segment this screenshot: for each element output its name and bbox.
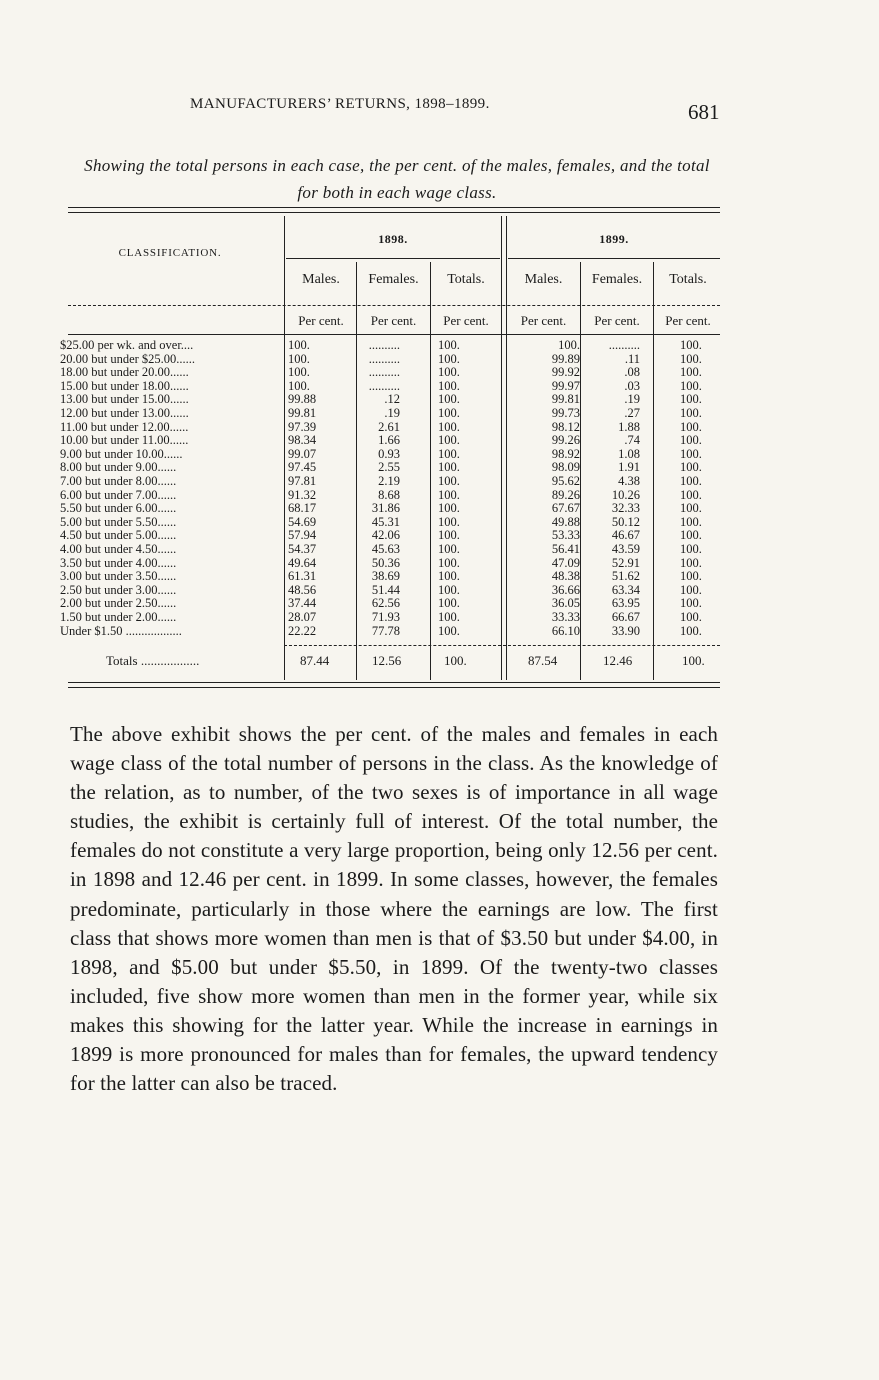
wage-class-label: 3.50 but under 4.00...... — [60, 556, 177, 570]
table-caption: Showing the total persons in each case, the per cent. of the males, females, and the total for both in each wage class. — [84, 156, 710, 202]
males-1898-value: 91.32 — [288, 487, 317, 502]
males-1898-value: 99.07 — [288, 446, 317, 461]
totals-1898-value: 100. — [438, 569, 460, 584]
males-1898-value: 100. — [288, 338, 310, 352]
males-1899-value: 98.09 — [551, 460, 580, 475]
males-1899-value: 47.09 — [551, 555, 580, 570]
totals-totals-1899: 100. — [682, 653, 705, 668]
wage-class-label: $25.00 per wk. and over.... — [60, 339, 194, 352]
males-1898-value: 98.34 — [288, 433, 317, 448]
table-row — [0, 366, 879, 380]
unit-label: Per cent. — [665, 313, 711, 328]
totals-1898-value: 100. — [438, 338, 460, 352]
unit-label: Per cent. — [443, 313, 489, 328]
males-1898-value: 97.39 — [288, 419, 317, 434]
females-1899-value: 32.33 — [611, 501, 640, 516]
totals-1899-header: Totals. — [669, 272, 707, 287]
females-1898-value: .19 — [384, 406, 400, 420]
totals-1898-value: 100. — [438, 392, 460, 407]
females-1898-value: 51.44 — [371, 582, 400, 597]
females-1898-header: Females. — [368, 272, 419, 287]
males-1898-value: 49.64 — [288, 555, 317, 570]
males-1899-value: 53.33 — [551, 528, 580, 543]
totals-1898-value: 100. — [438, 406, 460, 420]
males-1899-value: 36.66 — [551, 582, 580, 597]
males-1898-value: 28.07 — [288, 610, 317, 624]
totals-1899-value: 100. — [680, 555, 702, 570]
table-row — [0, 489, 879, 503]
totals-1899-value: 100. — [680, 365, 702, 380]
unit-label: Per cent. — [298, 313, 344, 328]
totals-1899-value: 100. — [680, 487, 702, 502]
year-1899-header: 1899. — [599, 232, 629, 246]
wage-class-label: 18.00 but under 20.00...... — [60, 366, 189, 380]
table-top-rule — [68, 207, 720, 208]
females-1899-value: .74 — [624, 433, 640, 448]
males-1899-value: 98.92 — [551, 446, 580, 461]
wage-class-label: 3.00 but under 3.50...... — [60, 570, 177, 584]
totals-1899-value: 100. — [680, 419, 702, 434]
males-1899-value: 99.89 — [551, 351, 580, 366]
table-row — [0, 353, 879, 367]
table-row — [0, 611, 879, 625]
males-1899-value: 98.12 — [551, 419, 580, 434]
females-1899-value: 63.95 — [611, 596, 640, 611]
table-bottom-rule — [68, 682, 720, 683]
wage-class-label: 2.00 but under 2.50...... — [60, 597, 177, 611]
males-1899-value: 49.88 — [551, 514, 580, 529]
females-1898-value: 45.31 — [371, 514, 400, 529]
year-underline — [508, 258, 720, 259]
totals-1899-value: 100. — [680, 623, 702, 638]
subheader-divider — [68, 334, 720, 335]
males-1898-value: 68.17 — [288, 501, 317, 516]
totals-1898-value: 100. — [438, 433, 460, 448]
females-1898-value: .......... — [368, 378, 400, 393]
females-1899-value: 10.26 — [611, 487, 640, 502]
wage-class-label: 11.00 but under 12.00...... — [60, 420, 189, 434]
males-1899-value: 89.26 — [551, 487, 580, 502]
females-1898-value: 8.68 — [378, 487, 400, 502]
totals-divider — [284, 645, 720, 646]
females-1899-value: 1.88 — [618, 419, 640, 434]
totals-1899-value: 100. — [680, 474, 702, 488]
wage-class-label: 15.00 but under 18.00...... — [60, 379, 189, 393]
females-1899-value: .......... — [608, 338, 640, 352]
females-1899-value: 33.90 — [611, 623, 640, 638]
totals-1899-value: 100. — [680, 460, 702, 475]
totals-1899-value: 100. — [680, 582, 702, 597]
totals-1899-value: 100. — [680, 501, 702, 516]
males-1899-value: 99.92 — [551, 365, 580, 380]
totals-1898-value: 100. — [438, 514, 460, 529]
table-row — [0, 407, 879, 421]
females-1899-value: .11 — [624, 351, 640, 366]
females-1898-value: 1.66 — [378, 433, 400, 448]
totals-1899-value: 100. — [680, 378, 702, 393]
totals-1899-value: 100. — [680, 542, 702, 556]
females-1899-value: 50.12 — [611, 514, 640, 529]
totals-1899-value: 100. — [680, 433, 702, 448]
males-1899-value: 100. — [558, 338, 580, 352]
table-row — [0, 529, 879, 543]
females-1898-value: .......... — [368, 338, 400, 352]
totals-1898-value: 100. — [438, 528, 460, 543]
totals-1898-value: 100. — [438, 474, 460, 488]
females-1899-value: 1.08 — [618, 446, 640, 461]
males-1899-value: 99.26 — [551, 433, 580, 448]
table-row — [0, 625, 879, 639]
classification-header: CLASSIFICATION. — [118, 247, 222, 259]
males-1898-value: 97.81 — [288, 474, 317, 488]
totals-1899-value: 100. — [680, 406, 702, 420]
females-1898-value: 38.69 — [371, 569, 400, 584]
totals-1899-value: 100. — [680, 338, 702, 352]
females-1899-value: 52.91 — [611, 555, 640, 570]
totals-1899-value: 100. — [680, 392, 702, 407]
table-row — [0, 502, 879, 516]
totals-1898-value: 100. — [438, 501, 460, 516]
table-row — [0, 570, 879, 584]
unit-label: Per cent. — [520, 313, 567, 328]
wage-class-label: 6.00 but under 7.00...... — [60, 488, 177, 502]
totals-1898-value: 100. — [438, 623, 460, 638]
totals-1898-value: 100. — [438, 542, 460, 556]
running-title: MANUFACTURERS’ RETURNS, 1898–1899. — [190, 96, 490, 112]
males-1898-value: 99.81 — [288, 406, 317, 420]
page-number: 681 — [688, 100, 720, 124]
males-1898-value: 100. — [288, 378, 310, 393]
males-1899-value: 48.38 — [551, 569, 580, 584]
wage-class-label: 13.00 but under 15.00...... — [60, 393, 189, 407]
table-row — [0, 557, 879, 571]
table-row — [0, 584, 879, 598]
males-1898-value: 48.56 — [288, 582, 317, 597]
totals-label: Totals .................. — [106, 653, 200, 668]
totals-males-1899: 87.54 — [528, 653, 558, 668]
totals-1898-value: 100. — [438, 365, 460, 380]
females-1899-value: 1.91 — [618, 460, 640, 475]
males-1898-value: 61.31 — [288, 569, 317, 584]
unit-label: Per cent. — [370, 313, 417, 328]
females-1899-value: 4.38 — [618, 474, 640, 488]
females-1898-value: 0.93 — [378, 446, 400, 461]
males-1898-value: 97.45 — [288, 460, 317, 475]
females-1899-value: .27 — [624, 406, 640, 420]
wage-class-label: 1.50 but under 2.00...... — [60, 611, 177, 624]
year-1898-header: 1898. — [378, 232, 408, 246]
wage-class-label: 12.00 but under 13.00...... — [60, 407, 189, 420]
totals-1899-value: 100. — [680, 446, 702, 461]
wage-class-label: 10.00 but under 11.00...... — [60, 434, 189, 448]
table-row — [0, 421, 879, 435]
males-1898-value: 22.22 — [288, 623, 317, 638]
table-bottom-rule-inner — [68, 687, 720, 688]
females-1899-value: 66.67 — [611, 610, 640, 624]
totals-1899-value: 100. — [680, 569, 702, 584]
totals-totals-1898: 100. — [444, 653, 467, 668]
males-1899-value: 36.05 — [551, 596, 580, 611]
males-1899-value: 95.62 — [551, 474, 580, 488]
males-1898-value: 54.37 — [288, 542, 317, 556]
females-1898-value: 2.19 — [378, 474, 400, 488]
year-underline — [286, 258, 500, 259]
wage-class-label: 9.00 but under 10.00...... — [60, 447, 183, 461]
wage-class-label: 8.00 but under 9.00...... — [60, 461, 177, 475]
totals-1898-value: 100. — [438, 610, 460, 624]
wage-class-label: 7.00 but under 8.00...... — [60, 475, 177, 488]
females-1899-value: 63.34 — [611, 582, 640, 597]
males-1899-value: 99.73 — [551, 406, 580, 420]
table-row — [0, 448, 879, 462]
totals-1899-value: 100. — [680, 528, 702, 543]
females-1899-value: .19 — [624, 392, 640, 407]
wage-class-label: 4.50 but under 5.00...... — [60, 529, 177, 543]
females-1899-value: .03 — [624, 378, 640, 393]
body-paragraph: The above exhibit shows the per cent. of the males and females in each wage class of the total number of persons in the class. As the knowledge of the relation, as to number, of the two sexes is of importance in all wage studies, the exhibit is certainly full of interest. Of the total number, the females do not constitute a very large proportion, being only 12.56 per cent. in 1898 and 12.46 per cent. in 1899. In some classes, however, the females predominate, particularly in those where the earnings are low. The first class that shows more women than men is that of $3.50 but under $4.00, in 1898, and $5.00 but under $5.50, in 1899. Of the twenty-two classes included, five show more women than men in the former year, while six makes this showing for the latter year. While the increase in earnings in 1899 is more pronounced for males than for females, the upward tendency for the latter can also be traced. — [70, 722, 718, 1096]
males-1899-header: Males. — [524, 272, 563, 287]
totals-1898-value: 100. — [438, 582, 460, 597]
totals-males-1898: 87.44 — [300, 653, 330, 668]
males-1898-value: 37.44 — [288, 596, 317, 611]
totals-1898-value: 100. — [438, 460, 460, 475]
table-row — [0, 597, 879, 611]
wage-class-label: 5.50 but under 6.00...... — [60, 502, 177, 516]
males-1899-value: 33.33 — [551, 610, 580, 624]
wage-class-label: 4.00 but under 4.50...... — [60, 543, 177, 556]
wage-class-label: 20.00 but under $25.00...... — [60, 352, 196, 366]
males-1898-value: 100. — [288, 351, 310, 366]
totals-1899-value: 100. — [680, 351, 702, 366]
males-1899-value: 99.97 — [551, 378, 580, 393]
table-row — [0, 461, 879, 475]
females-1898-value: 31.86 — [371, 501, 400, 516]
totals-1899-value: 100. — [680, 596, 702, 611]
totals-1898-value: 100. — [438, 596, 460, 611]
females-1898-value: .......... — [368, 365, 400, 380]
totals-females-1898: 12.56 — [372, 653, 402, 668]
totals-1898-value: 100. — [438, 351, 460, 366]
totals-1898-header: Totals. — [447, 272, 485, 287]
totals-row — [0, 653, 879, 669]
males-1898-value: 100. — [288, 365, 310, 380]
males-1899-value: 99.81 — [551, 392, 580, 407]
header-divider — [68, 305, 720, 306]
wage-class-label: 5.00 but under 5.50...... — [60, 515, 177, 529]
females-1898-value: .12 — [384, 392, 400, 407]
table-row — [0, 339, 879, 353]
totals-1899-value: 100. — [680, 514, 702, 529]
males-1899-value: 56.41 — [551, 542, 580, 556]
females-1898-value: 71.93 — [371, 610, 400, 624]
wage-class-label: 2.50 but under 3.00...... — [60, 583, 177, 597]
males-1898-value: 54.69 — [288, 514, 317, 529]
totals-females-1899: 12.46 — [603, 653, 633, 668]
wage-class-label: Under $1.50 .................. — [60, 624, 182, 638]
females-1898-value: .......... — [368, 351, 400, 366]
females-1898-value: 45.63 — [371, 542, 400, 556]
table-row — [0, 543, 879, 557]
females-1899-value: .08 — [624, 365, 640, 380]
females-1899-value: 43.59 — [611, 542, 640, 556]
males-1898-value: 99.88 — [288, 392, 317, 407]
totals-1898-value: 100. — [438, 446, 460, 461]
males-1898-header: Males. — [302, 272, 340, 287]
unit-label: Per cent. — [594, 313, 640, 328]
females-1899-value: 51.62 — [611, 569, 640, 584]
females-1899-header: Females. — [591, 272, 643, 287]
males-1898-value: 57.94 — [288, 528, 317, 543]
females-1898-value: 2.61 — [378, 419, 400, 434]
table-row — [0, 475, 879, 489]
males-1899-value: 67.67 — [551, 501, 580, 516]
totals-1899-value: 100. — [680, 610, 702, 624]
table-row — [0, 393, 879, 407]
totals-1898-value: 100. — [438, 378, 460, 393]
males-1899-value: 66.10 — [551, 623, 580, 638]
females-1898-value: 50.36 — [371, 555, 400, 570]
table-top-rule-inner — [68, 212, 720, 213]
females-1898-value: 2.55 — [378, 460, 400, 475]
totals-1898-value: 100. — [438, 555, 460, 570]
females-1898-value: 77.78 — [371, 623, 400, 638]
table-row — [0, 434, 879, 448]
totals-1898-value: 100. — [438, 419, 460, 434]
females-1898-value: 62.56 — [371, 596, 400, 611]
table-row — [0, 380, 879, 394]
totals-1898-value: 100. — [438, 487, 460, 502]
females-1898-value: 42.06 — [371, 528, 400, 543]
table-row — [0, 516, 879, 530]
females-1899-value: 46.67 — [611, 528, 640, 543]
